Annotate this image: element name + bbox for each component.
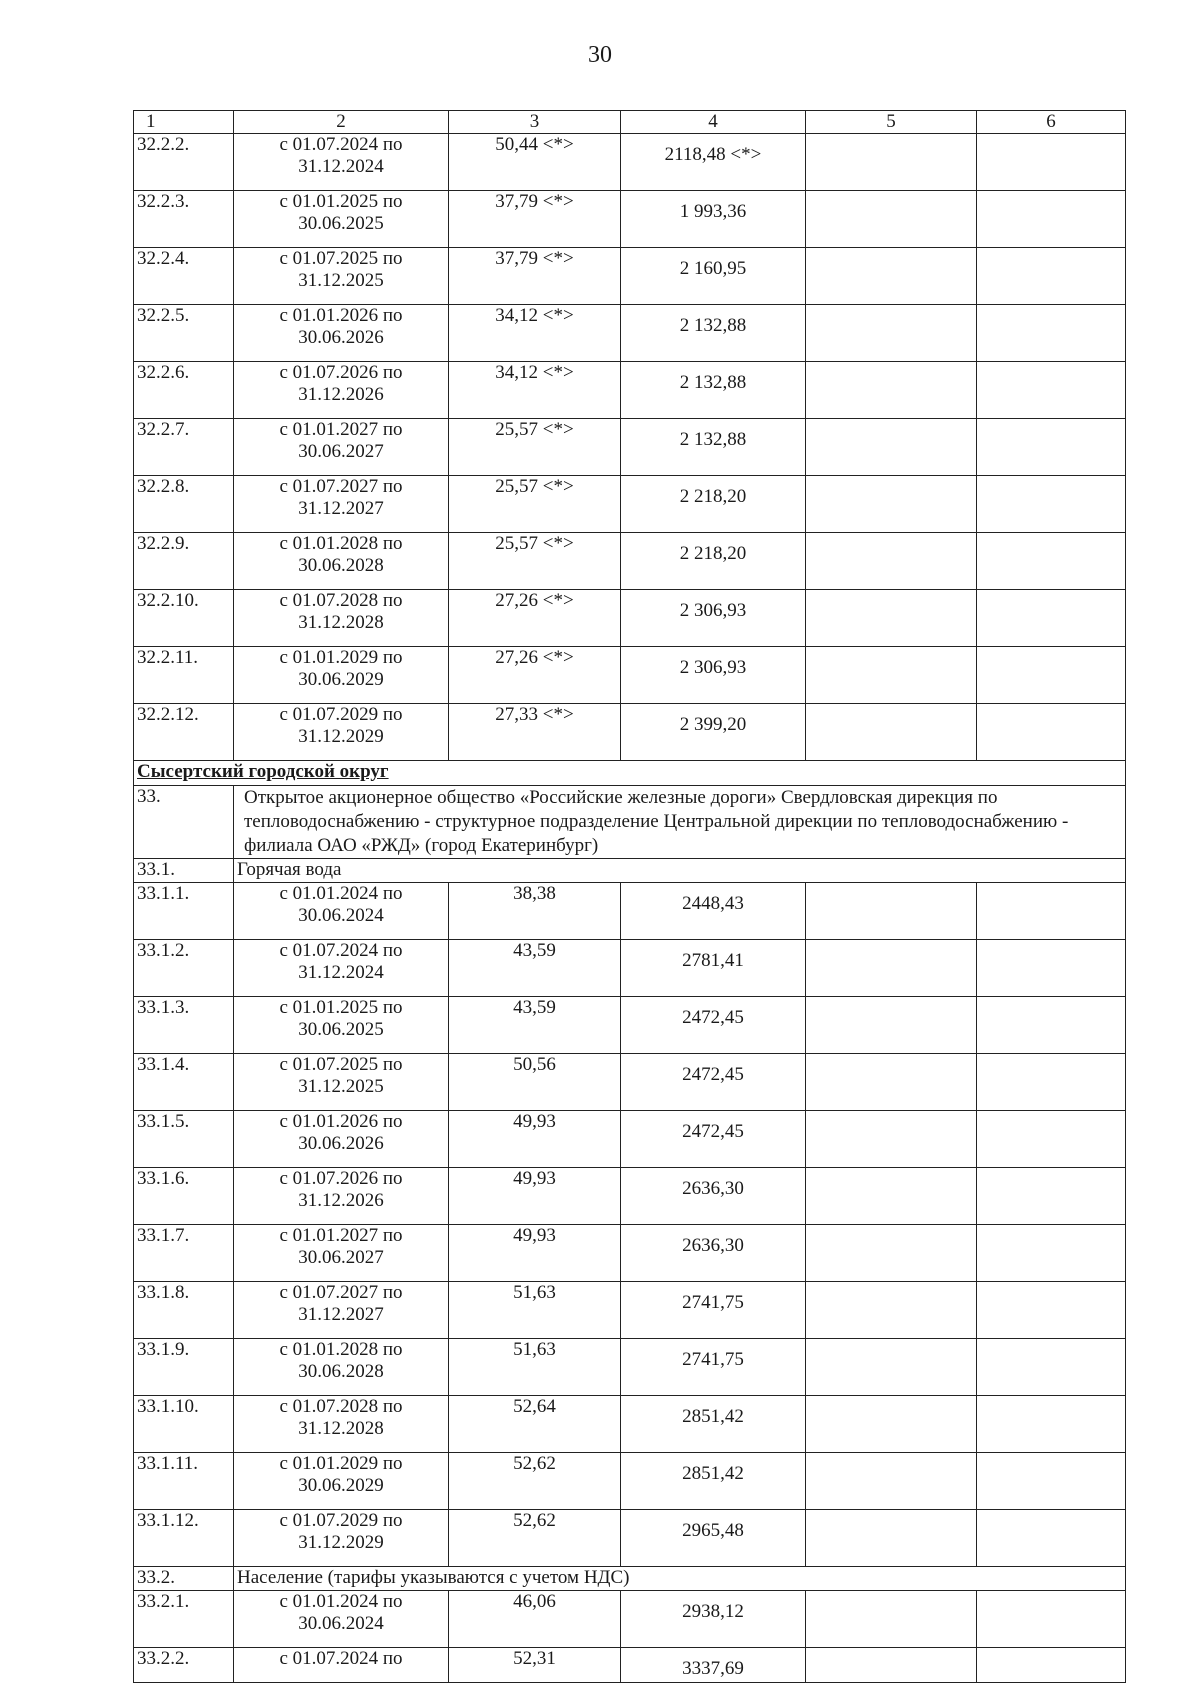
period-cell [234,533,449,590]
period-to: 31.12.2028 [298,612,384,633]
value-col-5 [806,1168,977,1225]
period-to: 30.06.2029 [298,1475,384,1496]
period-from: с 01.01.2029 по [279,647,403,668]
value-col-5 [806,533,977,590]
row-number: 32.2.11. [134,647,234,704]
value-col-3: 25,57 <*> [449,533,621,590]
column-header-row [134,111,1126,134]
table-row [134,1591,1126,1648]
period-from: с 01.07.2025 по [279,248,403,269]
period-from: с 01.07.2029 по [279,1510,403,1531]
value-col-3: 51,63 [449,1282,621,1339]
table-row [134,191,1126,248]
value-col-3: 34,12 <*> [449,305,621,362]
table-row [134,1111,1126,1168]
value-col-3: 46,06 [449,1591,621,1648]
value-col-4: 2448,43 [621,883,806,940]
value-col-6 [977,1282,1126,1339]
value-col-6 [977,1225,1126,1282]
table-row [134,1225,1126,1282]
value-col-4: 2472,45 [621,997,806,1054]
table-row [134,1339,1126,1396]
value-col-3: 27,26 <*> [449,590,621,647]
value-col-5 [806,191,977,248]
value-col-4: 2 306,93 [621,590,806,647]
value-col-6 [977,134,1126,191]
table-row [134,1648,1126,1683]
period-from: с 01.01.2026 по [279,1111,403,1132]
period-cell [234,134,449,191]
value-col-6 [977,191,1126,248]
value-col-4: 2851,42 [621,1396,806,1453]
period-to: 30.06.2029 [298,669,384,690]
table-row [134,1282,1126,1339]
value-col-6 [977,248,1126,305]
table-row [134,704,1126,761]
period-cell [234,1339,449,1396]
period-to: 31.12.2024 [298,962,384,983]
value-col-3: 25,57 <*> [449,476,621,533]
period-from: с 01.07.2029 по [279,704,403,725]
value-col-6 [977,647,1126,704]
value-col-4: 2938,12 [621,1591,806,1648]
table-row [134,940,1126,997]
value-col-3: 37,79 <*> [449,191,621,248]
row-number: 32.2.4. [134,248,234,305]
value-col-6 [977,1054,1126,1111]
period-cell [234,704,449,761]
value-col-6 [977,1111,1126,1168]
column-header-5: 5 [806,111,977,134]
row-number: 33.1.3. [134,997,234,1054]
row-number: 32.2.12. [134,704,234,761]
region-heading-row [134,761,1126,786]
row-number: 32.2.3. [134,191,234,248]
row-number: 33.1.12. [134,1510,234,1567]
value-col-3: 34,12 <*> [449,362,621,419]
value-col-5 [806,362,977,419]
period-to: 31.12.2027 [298,1304,384,1325]
period-cell [234,940,449,997]
value-col-6 [977,1648,1126,1683]
value-col-4: 2 132,88 [621,419,806,476]
period-to: 31.12.2027 [298,498,384,519]
value-col-3: 27,26 <*> [449,647,621,704]
value-col-5 [806,997,977,1054]
period-to: 30.06.2026 [298,327,384,348]
value-col-3: 49,93 [449,1168,621,1225]
period-from: с 01.07.2026 по [279,1168,403,1189]
period-from: с 01.07.2027 по [279,476,403,497]
value-col-3: 50,56 [449,1054,621,1111]
table-row [134,1168,1126,1225]
table-row [134,1453,1126,1510]
row-number: 32.2.10. [134,590,234,647]
period-from: с 01.01.2024 по [279,1591,403,1612]
row-number: 33.1.9. [134,1339,234,1396]
period-from: с 01.07.2024 по [279,1648,403,1669]
value-col-5 [806,647,977,704]
value-col-6 [977,476,1126,533]
value-col-3: 49,93 [449,1225,621,1282]
row-number: 32.2.6. [134,362,234,419]
row-number: 33.1.8. [134,1282,234,1339]
row-number: 33.1.6. [134,1168,234,1225]
table-row [134,305,1126,362]
table-row [134,533,1126,590]
period-cell [234,248,449,305]
value-col-6 [977,997,1126,1054]
section-label: Население (тарифы указываются с учетом НДС) [234,1567,1126,1591]
period-cell [234,305,449,362]
period-from: с 01.07.2025 по [279,1054,403,1075]
value-col-6 [977,1510,1126,1567]
period-to: 30.06.2024 [298,1613,384,1634]
value-col-6 [977,419,1126,476]
section-number: 33.2. [134,1567,234,1591]
period-to: 31.12.2028 [298,1418,384,1439]
table-row [134,647,1126,704]
row-number: 32.2.9. [134,533,234,590]
row-number: 33.2.1. [134,1591,234,1648]
period-cell [234,476,449,533]
value-col-6 [977,590,1126,647]
period-from: с 01.01.2029 по [279,1453,403,1474]
row-number: 32.2.2. [134,134,234,191]
value-col-4: 2472,45 [621,1111,806,1168]
period-to: 31.12.2026 [298,1190,384,1211]
period-from: с 01.01.2027 по [279,419,403,440]
value-col-3: 25,57 <*> [449,419,621,476]
section-label: Горячая вода [234,859,1126,883]
organization-row [134,786,1126,859]
value-col-3: 51,63 [449,1339,621,1396]
value-col-5 [806,1453,977,1510]
value-col-3: 52,62 [449,1453,621,1510]
organization-name: Открытое акционерное общество «Российские железные дороги» Свердловская дирекция по тепловодоснабжению - структурное подразделение Центральной дирекции по тепловодоснабжению - филиала ОАО «РЖД» (город Екатеринбург) [234,786,1126,859]
region-heading: Сысертский городской округ [134,761,1126,786]
period-cell [234,1648,449,1683]
period-to: 30.06.2024 [298,905,384,926]
value-col-3: 38,38 [449,883,621,940]
period-to: 30.06.2025 [298,213,384,234]
period-cell [234,1282,449,1339]
row-number: 32.2.8. [134,476,234,533]
column-header-1: 1 [134,111,234,134]
table-row [134,1396,1126,1453]
value-col-3: 27,33 <*> [449,704,621,761]
period-cell [234,883,449,940]
value-col-4: 2965,48 [621,1510,806,1567]
table-row [134,134,1126,191]
period-to: 31.12.2025 [298,1076,384,1097]
value-col-5 [806,305,977,362]
row-number: 33.1.1. [134,883,234,940]
period-from: с 01.07.2027 по [279,1282,403,1303]
table-row [134,1510,1126,1567]
period-from: с 01.01.2025 по [279,997,403,1018]
column-header-4: 4 [621,111,806,134]
table-row [134,248,1126,305]
period-to: 31.12.2025 [298,270,384,291]
value-col-4: 2781,41 [621,940,806,997]
value-col-4: 2636,30 [621,1225,806,1282]
value-col-4: 2 399,20 [621,704,806,761]
row-number: 33.1.2. [134,940,234,997]
period-to: 31.12.2026 [298,384,384,405]
column-header-6: 6 [977,111,1126,134]
period-cell [234,1168,449,1225]
value-col-5 [806,883,977,940]
value-col-3: 49,93 [449,1111,621,1168]
value-col-6 [977,362,1126,419]
row-number: 32.2.5. [134,305,234,362]
value-col-5 [806,1054,977,1111]
period-cell [234,647,449,704]
period-to: 31.12.2029 [298,726,384,747]
value-col-4: 2 218,20 [621,533,806,590]
period-from: с 01.01.2025 по [279,191,403,212]
value-col-3: 37,79 <*> [449,248,621,305]
column-header-3: 3 [449,111,621,134]
value-col-6 [977,1591,1126,1648]
period-cell [234,1510,449,1567]
value-col-5 [806,1111,977,1168]
value-col-3: 52,64 [449,1396,621,1453]
value-col-4: 2472,45 [621,1054,806,1111]
table-row [134,1054,1126,1111]
period-cell [234,1111,449,1168]
value-col-3: 52,62 [449,1510,621,1567]
value-col-5 [806,134,977,191]
section-row-population [134,1567,1126,1591]
period-cell [234,997,449,1054]
value-col-5 [806,1591,977,1648]
period-cell [234,1225,449,1282]
period-from: с 01.01.2026 по [279,305,403,326]
value-col-5 [806,419,977,476]
period-cell [234,419,449,476]
period-from: с 01.01.2028 по [279,533,403,554]
table-row [134,883,1126,940]
value-col-4: 2741,75 [621,1339,806,1396]
period-cell [234,1396,449,1453]
value-col-6 [977,1396,1126,1453]
value-col-5 [806,1396,977,1453]
section-number: 33.1. [134,859,234,883]
period-cell [234,191,449,248]
value-col-4: 2636,30 [621,1168,806,1225]
period-from: с 01.01.2028 по [279,1339,403,1360]
value-col-5 [806,1282,977,1339]
section-row-hot-water [134,859,1126,883]
value-col-4: 2 132,88 [621,305,806,362]
period-from: с 01.01.2024 по [279,883,403,904]
value-col-4: 2 160,95 [621,248,806,305]
period-to: 30.06.2027 [298,1247,384,1268]
period-cell [234,1591,449,1648]
row-number: 33.1.10. [134,1396,234,1453]
value-col-3: 50,44 <*> [449,134,621,191]
period-from: с 01.07.2024 по [279,134,403,155]
value-col-4: 2 306,93 [621,647,806,704]
value-col-4: 2851,42 [621,1453,806,1510]
value-col-5 [806,940,977,997]
value-col-6 [977,704,1126,761]
value-col-4: 2 132,88 [621,362,806,419]
period-from: с 01.01.2027 по [279,1225,403,1246]
tariff-table [133,110,1126,1683]
row-number: 33.1.4. [134,1054,234,1111]
row-number: 33.1.11. [134,1453,234,1510]
period-cell [234,1453,449,1510]
period-from: с 01.07.2026 по [279,362,403,383]
value-col-6 [977,1453,1126,1510]
page-number: 30 [588,42,612,68]
value-col-5 [806,1225,977,1282]
value-col-5 [806,248,977,305]
period-to: 30.06.2027 [298,441,384,462]
value-col-4: 1 993,36 [621,191,806,248]
table-row [134,362,1126,419]
tariff-table-body [134,111,1126,1683]
value-col-3: 43,59 [449,997,621,1054]
row-number: 33.1.7. [134,1225,234,1282]
value-col-5 [806,1648,977,1683]
period-cell [234,362,449,419]
period-to: 30.06.2028 [298,555,384,576]
table-row [134,997,1126,1054]
row-number: 32.2.7. [134,419,234,476]
period-to: 30.06.2028 [298,1361,384,1382]
value-col-6 [977,940,1126,997]
table-row [134,476,1126,533]
value-col-5 [806,590,977,647]
period-to: 30.06.2026 [298,1133,384,1154]
value-col-5 [806,704,977,761]
value-col-6 [977,305,1126,362]
value-col-6 [977,533,1126,590]
value-col-5 [806,1339,977,1396]
value-col-3: 52,31 [449,1648,621,1683]
organization-number: 33. [134,786,234,859]
period-to: 30.06.2025 [298,1019,384,1040]
value-col-3: 43,59 [449,940,621,997]
value-col-6 [977,1339,1126,1396]
value-col-6 [977,883,1126,940]
period-to: 31.12.2029 [298,1532,384,1553]
value-col-5 [806,476,977,533]
period-to: 31.12.2024 [298,156,384,177]
table-row [134,590,1126,647]
value-col-5 [806,1510,977,1567]
period-from: с 01.07.2028 по [279,1396,403,1417]
period-from: с 01.07.2028 по [279,590,403,611]
value-col-4: 2118,48 <*> [621,134,806,191]
value-col-6 [977,1168,1126,1225]
value-col-4: 3337,69 [621,1648,806,1683]
period-from: с 01.07.2024 по [279,940,403,961]
value-col-4: 2 218,20 [621,476,806,533]
table-row [134,419,1126,476]
column-header-2: 2 [234,111,449,134]
value-col-4: 2741,75 [621,1282,806,1339]
period-cell [234,1054,449,1111]
row-number: 33.2.2. [134,1648,234,1683]
period-cell [234,590,449,647]
row-number: 33.1.5. [134,1111,234,1168]
